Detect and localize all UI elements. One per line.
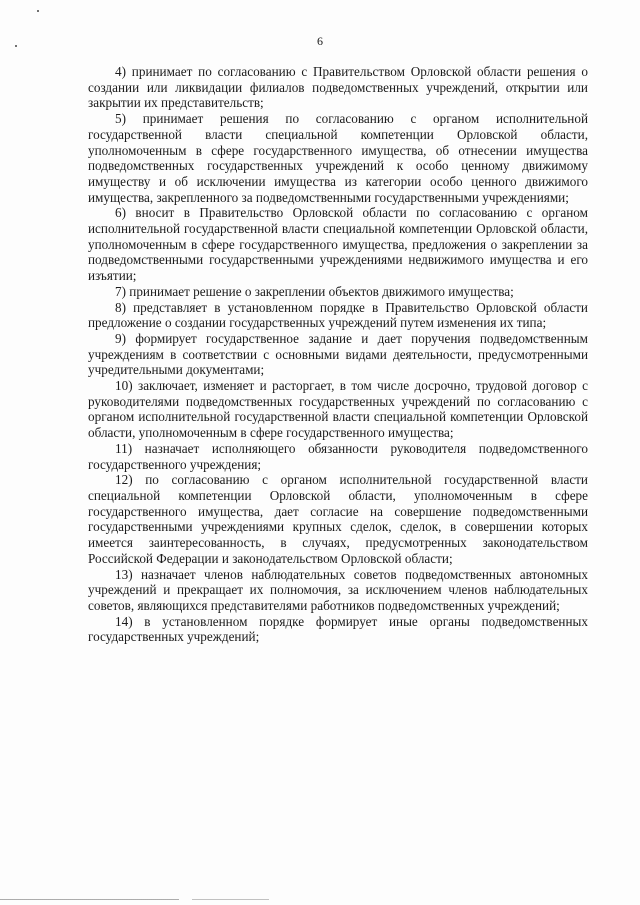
page-number: 6: [317, 34, 323, 48]
paragraph-item-13: 13) назначает членов наблюдательных советов подведомственных автономных учреждений и прекращает их полномочия, за исключением членов наблюдательных советов, являющихся представителями работников подведомственных учреждений;: [88, 566, 588, 613]
paragraph-item-5: 5) принимает решения по согласованию с органом исполнительной государственной власти специальной компетенции Орловской области, уполномоченным в сфере государственного имущества, об отнесении имущества подведомственных государственных учреждений к особо ценному движимому имуществу и об исключении имущества из категории особо ценного движимого имущества, закрепленного за подведомственными государственными учреждениями;: [88, 111, 588, 205]
paragraph-item-12: 12) по согласованию с органом исполнительной государственной власти специальной компетенции Орловской области, уполномоченным в сфере государственного имущества, дает согласие на совершение подведомственными государственными учреждениями крупных сделок, сделок, в совершении которых имеется заинтересованность, в случаях, предусмотренных законодательством Российской Федерации и законодательством Орловской области;: [88, 472, 588, 566]
paragraph-item-4: 4) принимает по согласованию с Правительством Орловской области решения о создании или ликвидации филиалов подведомственных учреждений, открытии или закрытии их представительств;: [88, 64, 588, 111]
paragraph-item-10: 10) заключает, изменяет и расторгает, в том числе досрочно, трудовой договор с руководителями подведомственных государственных учреждений по согласованию с органом исполнительной государственной власти специальной компетенции Орловской области, уполномоченным в сфере государственного имущества;: [88, 378, 588, 441]
scan-edge-line: [0, 899, 640, 900]
paragraph-item-9: 9) формирует государственное задание и дает поручения подведомственным учреждениям в соответствии с основными видами деятельности, предусмотренными учредительными документами;: [88, 330, 588, 378]
paragraph-item-7: 7) принимает решение о закреплении объектов движимого имущества;: [115, 283, 514, 299]
scan-speck: [37, 10, 39, 12]
paragraph-item-14: 14) в установленном порядке формирует иные органы подведомственных государственных учреждений;: [88, 613, 588, 645]
paragraph-item-8: 8) представляет в установленном порядке в Правительство Орловской области предложение о создании государственных учреждений путем изменения их типа;: [88, 299, 588, 331]
paragraph-item-11: 11) назначает исполняющего обязанности руководителя подведомственного государственного учреждения;: [88, 440, 588, 472]
paragraph-item-6: 6) вносит в Правительство Орловской области по согласованию с органом исполнительной государственной власти специальной компетенции Орловской области, уполномоченным в сфере государственного имущества, предложения о закреплении за подведомственными государственными учреждениями недвижимого имущества и его изъятии;: [88, 205, 588, 284]
document-body: [88, 64, 588, 645]
